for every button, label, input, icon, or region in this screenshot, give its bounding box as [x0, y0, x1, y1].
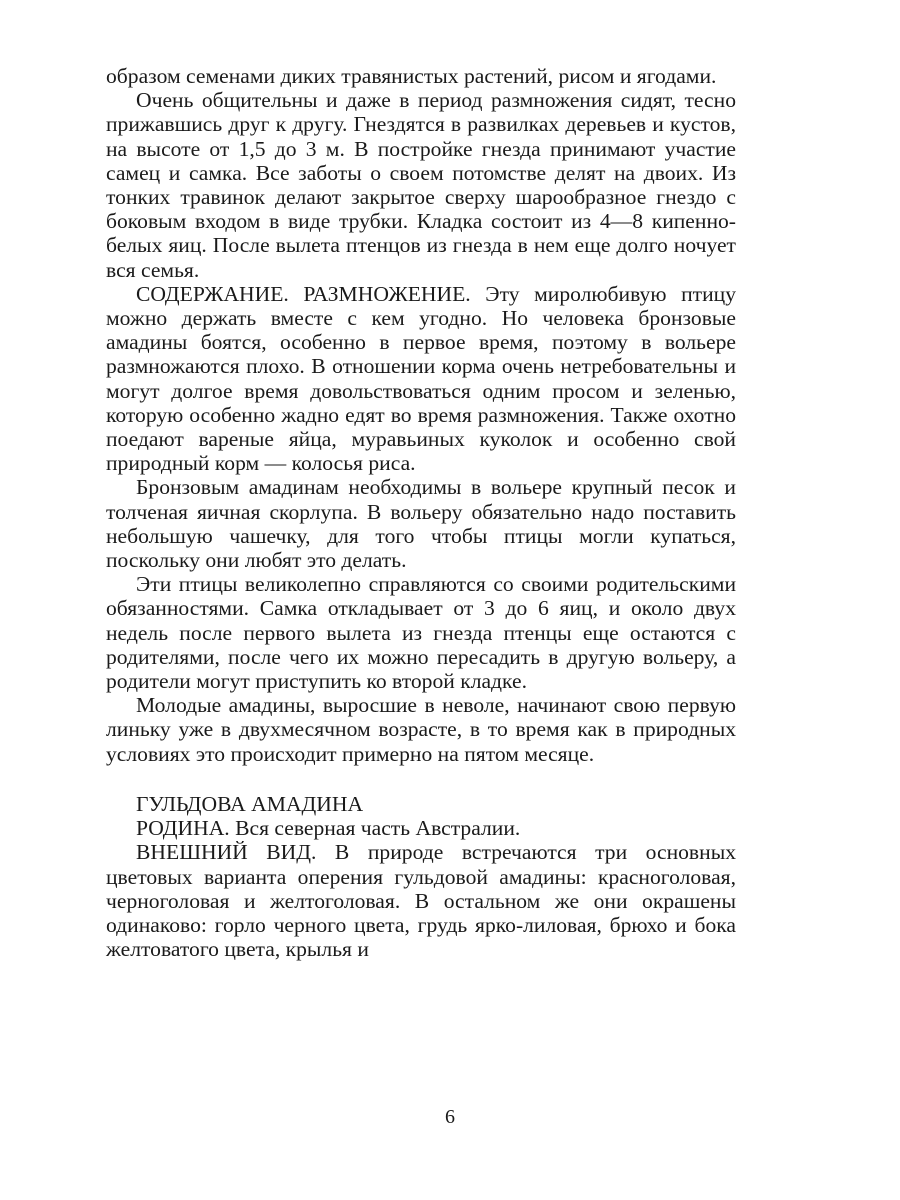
paragraph-aviary-needs: Бронзовым амадинам необходимы в вольере крупный песок и толченая яичная скорлупа. В вольеру обязательно надо поставить небольшую чашечку, для того чтобы птицы могли купаться, поскольку они любят это делать. [106, 475, 736, 573]
section-heading: ГУЛЬДОВА АМАДИНА [136, 791, 364, 816]
paragraph-appearance: ВНЕШНИЙ ВИД. В природе встречаются три основных цветовых варианта оперения гульдовой амадины: красноголовая, черноголовая и желтоголовая. В остальном же они окрашены одинаково: горло черного цвета, грудь ярко-лиловая, брюхо и бока желтоватого цвета, крылья и [106, 840, 736, 962]
page-number: 6 [445, 1106, 455, 1128]
paragraph-molting: Молодые амадины, выросшие в неволе, начинают свою первую линьку уже в двухмесячном возрасте, в то время как в природных условиях это происходит примерно на пятом месяце. [106, 693, 736, 766]
section-spacer [106, 766, 736, 792]
paragraph-continuation: образом семенами диких травянистых растений, рисом и ягодами. [106, 64, 717, 88]
body-text [106, 64, 736, 961]
paragraph-nesting: Очень общительны и даже в период размножения сидят, тесно прижавшись друг к другу. Гнездятся в развилках деревьев и кустов, на высоте от 1,5 до 3 м. В постройке гнезда принимают участие самец и самка. Все заботы о своем потомстве делят на двоих. Из тонких травинок делают закрытое сверху шарообразное гнездо с боковым входом в виде трубки. Кладка состоит из 4—8 кипенно-белых яиц. После вылета птенцов из гнезда в нем еще долго ночует вся семья. [106, 88, 736, 282]
paragraph-keeping-breeding: СОДЕРЖАНИЕ. РАЗМНОЖЕНИЕ. Эту миролюбивую птицу можно держать вместе с кем угодно. Но человека бронзовые амадины боятся, особенно в первое время, поэтому в вольере размножаются плохо. В отношении корма очень нетребовательны и могут долгое время довольствоваться одним просом и зеленью, которую особенно жадно едят во время размножения. Также охотно поедают вареные яйца, муравьиных куколок и особенно свой природный корм — колосья риса. [106, 281, 736, 476]
paragraph-parenting: Эти птицы великолепно справляются со своими родительскими обязанностями. Самка откладывает от 3 до 6 яиц, и около двух недель после первого вылета из гнезда птенцы еще остаются с родителями, после чего их можно пересадить в другую вольеру, а родители могут приступить ко второй кладке. [106, 572, 736, 694]
paragraph-homeland: РОДИНА. Вся северная часть Австралии. [136, 816, 521, 841]
